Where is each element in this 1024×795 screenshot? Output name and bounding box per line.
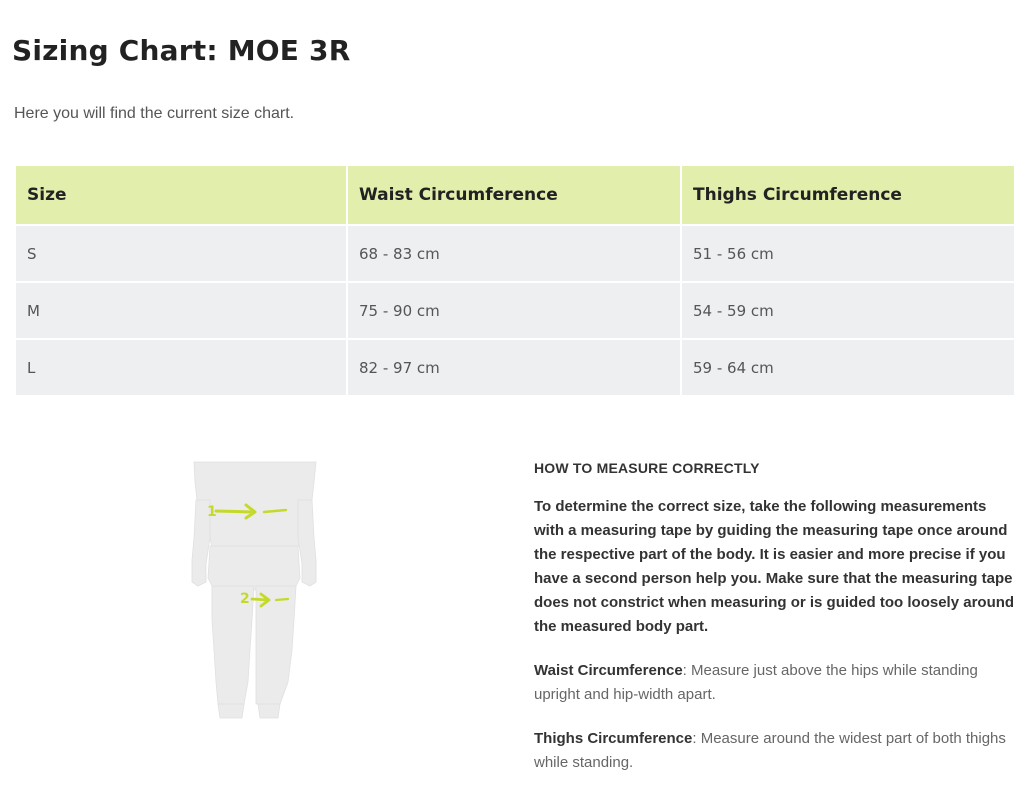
thighs-description: : Measure around the widest part of both thighs while standing.	[534, 730, 1006, 771]
table-row	[16, 283, 1014, 338]
thighs-term: Thighs Circumference	[534, 730, 693, 747]
marker-1-label: 1	[207, 504, 217, 520]
table-header-row	[16, 166, 1014, 224]
waist-term: Waist Circumference	[534, 662, 683, 679]
intro-text: Here you will find the current size chart.	[14, 105, 295, 122]
silhouette	[192, 462, 316, 718]
body-figure	[184, 460, 324, 722]
header-waist: Waist Circumference	[348, 166, 680, 224]
marker-2-label: 2	[240, 591, 250, 607]
header-thighs: Thighs Circumference	[682, 166, 1014, 224]
cell-size: L	[16, 340, 346, 395]
cell-thighs: 59 - 64 cm	[682, 340, 1014, 395]
cell-thighs: 54 - 59 cm	[682, 283, 1014, 338]
thighs-instruction	[534, 727, 1020, 775]
header-size: Size	[16, 166, 346, 224]
cell-size: S	[16, 226, 346, 281]
cell-waist: 75 - 90 cm	[348, 283, 680, 338]
cell-waist: 68 - 83 cm	[348, 226, 680, 281]
table-row	[16, 226, 1014, 281]
cell-size: M	[16, 283, 346, 338]
table-row	[16, 340, 1014, 395]
waist-description: : Measure just above the hips while standing upright and hip-width apart.	[534, 662, 978, 703]
size-chart-table	[14, 164, 1016, 397]
body-silhouette-illustration	[184, 460, 324, 722]
thigh-tape-back	[276, 599, 288, 600]
cell-waist: 82 - 97 cm	[348, 340, 680, 395]
waist-instruction	[534, 659, 1020, 707]
cell-thighs: 51 - 56 cm	[682, 226, 1014, 281]
how-to-measure-body: To determine the correct size, take the following measurements with a measuring tape by guiding the measuring tape once around the respective part of the body. It is easier and more precise if you have a second person help you. Make sure that the measuring tape does not constrict when measuring or is guided too loosely around the measured body part.	[534, 498, 1015, 635]
page-title: Sizing Chart: MOE 3R	[12, 34, 351, 67]
how-to-measure-heading: HOW TO MEASURE CORRECTLY	[534, 460, 760, 476]
how-to-measure-section	[534, 460, 1020, 795]
